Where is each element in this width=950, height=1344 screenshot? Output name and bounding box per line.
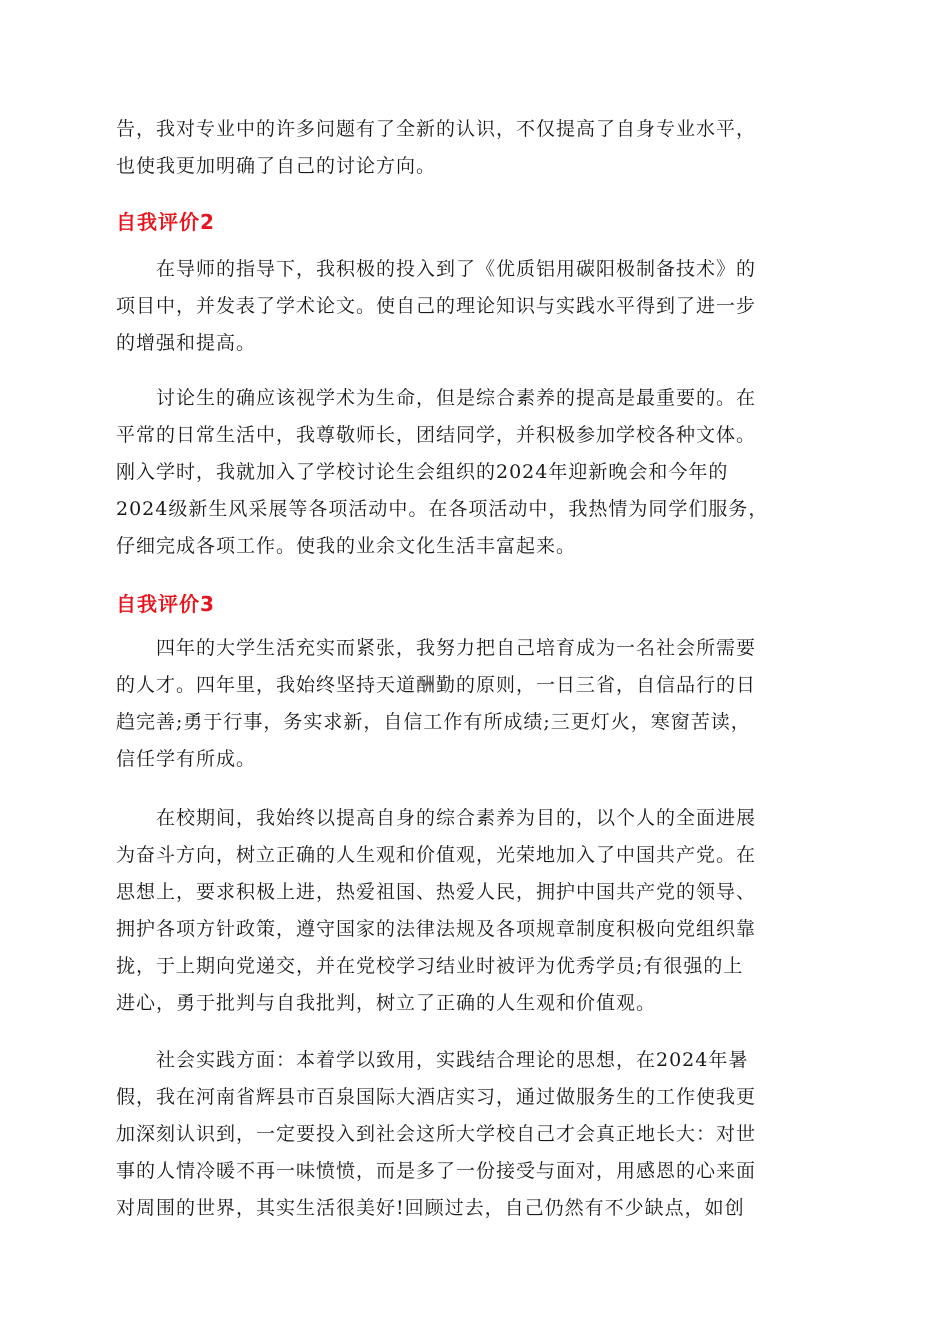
paragraph-line: 项目中，并发表了学术论文。使自己的理论知识与实践水平得到了进一步 — [116, 295, 757, 317]
paragraph-line: 讨论生的确应该视学术为生命，但是综合素养的提高是最重要的。在 — [156, 387, 757, 409]
intro-paragraph — [116, 111, 836, 185]
paragraph-line: 拥护各项方针政策，遵守国家的法律法规及各项规章制度积极向党组织靠 — [116, 918, 757, 940]
paragraph-line: 平常的日常生活中，我尊敬师长，团结同学，并积极参加学校各种文体。 — [116, 424, 757, 446]
paragraph-line: 进心，勇于批判与自我批判，树立了正确的人生观和价值观。 — [116, 992, 657, 1014]
paragraph-line: 社会实践方面：本着学以致用，实践结合理论的思想，在2024年暑 — [156, 1049, 749, 1071]
section3-paragraph-3 — [116, 1042, 836, 1227]
paragraph-line: 加深刻认识到，一定要投入到社会这所大学校自己才会真正地长大：对世 — [116, 1123, 757, 1145]
paragraph-line: 的增强和提高。 — [116, 332, 257, 354]
paragraph-line: 也使我更加明确了自己的讨论方向。 — [116, 155, 437, 177]
paragraph-line: 四年的大学生活充实而紧张，我努力把自己培育成为一名社会所需要 — [156, 637, 757, 659]
paragraph-line: 思想上，要求积极上进，热爱祖国、热爱人民，拥护中国共产党的领导、 — [116, 881, 757, 903]
paragraph-line: 拢，于上期向党递交，并在党校学习结业时被评为优秀学员;有很强的上 — [116, 955, 744, 977]
paragraph-line: 2024级新生风采展等各项活动中。在各项活动中，我热情为同学们服务， — [116, 498, 769, 520]
section3-paragraph-1 — [116, 630, 836, 778]
paragraph-line: 事的人情冷暖不再一味愤愤，而是多了一份接受与面对，用感恩的心来面 — [116, 1160, 757, 1182]
section-heading-3: 自我评价3 — [116, 592, 215, 616]
section2-paragraph-2 — [116, 380, 836, 565]
paragraph-line: 趋完善;勇于行事，务实求新，自信工作有所成绩;三更灯火，寒窗苦读， — [116, 711, 751, 733]
paragraph-line: 在导师的指导下，我积极的投入到了《优质铝用碳阳极制备技术》的 — [156, 258, 757, 280]
paragraph-line: 刚入学时，我就加入了学校讨论生会组织的2024年迎新晚会和今年的 — [116, 461, 729, 483]
paragraph-line: 在校期间，我始终以提高自身的综合素养为目的，以个人的全面进展 — [156, 807, 757, 829]
section-heading-2: 自我评价2 — [116, 210, 215, 234]
paragraph-line: 假，我在河南省辉县市百泉国际大酒店实习，通过做服务生的工作使我更 — [116, 1086, 757, 1108]
paragraph-line: 仔细完成各项工作。使我的业余文化生活丰富起来。 — [116, 535, 577, 557]
paragraph-line: 为奋斗方向，树立正确的人生观和价值观，光荣地加入了中国共产党。在 — [116, 844, 757, 866]
section2-paragraph-1 — [116, 251, 836, 362]
paragraph-line: 对周围的世界，其实生活很美好!回顾过去，自己仍然有不少缺点，如创 — [116, 1197, 745, 1219]
paragraph-line: 告，我对专业中的许多问题有了全新的认识，不仅提高了自身专业水平， — [116, 118, 757, 140]
paragraph-line: 的人才。四年里，我始终坚持天道酬勤的原则，一日三省，自信品行的日 — [116, 674, 757, 696]
section3-paragraph-2 — [116, 800, 836, 1022]
paragraph-line: 信任学有所成。 — [116, 748, 257, 770]
